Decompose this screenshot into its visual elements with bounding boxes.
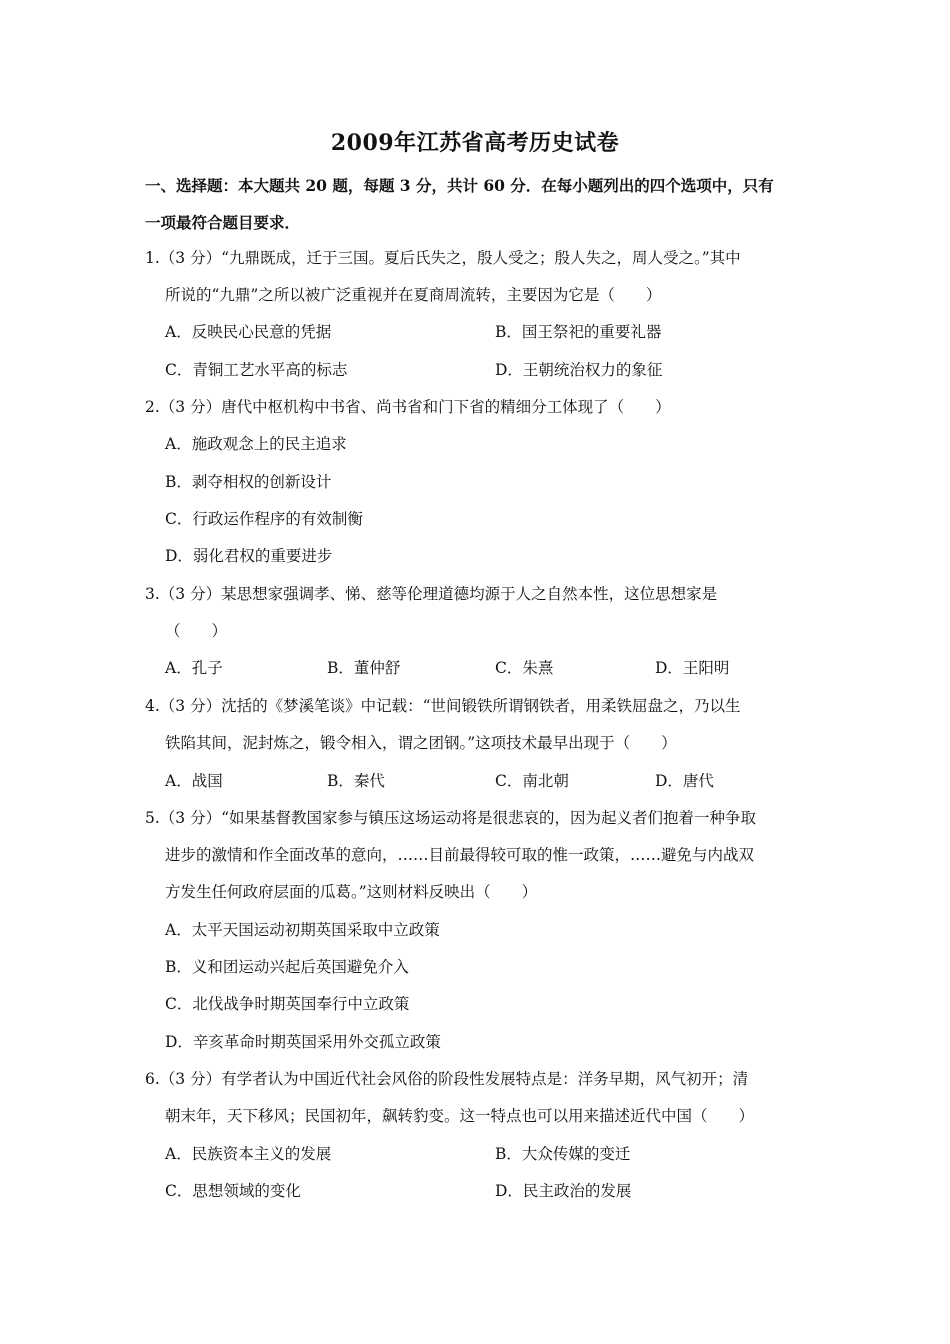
question-1-option-d: D．王朝统治权力的象征 [495,361,663,379]
question-3-stem-line-1: 3.（3 分）某思想家强调孝、悌、慈等伦理道德均源于人之自然本性，这位思想家是 [145,585,718,603]
question-6-option-b: B．大众传媒的变迁 [495,1145,631,1163]
question-6-option-c: C．思想领域的变化 [165,1182,301,1200]
question-1-option-a: A．反映民心民意的凭据 [165,323,332,341]
question-6-option-a: A．民族资本主义的发展 [165,1145,332,1163]
question-3-option-d: D．王阳明 [655,659,730,677]
question-2-option-c: C．行政运作程序的有效制衡 [165,510,363,528]
section-heading-line-1: 一、选择题：本大题共 20 题，每题 3 分，共计 60 分．在每小题列出的四个选项中，只有 [145,176,774,195]
question-2-option-b: B．剥夺相权的创新设计 [165,473,332,491]
question-2-option-d: D．弱化君权的重要进步 [165,547,333,565]
section-heading [145,167,810,241]
question-5-stem-line-1: 5.（3 分）“如果基督教国家参与镇压这场运动将是很悲哀的，因为起义者们抱着一种争取 [145,809,757,827]
question-5-option-a: A．太平天国运动初期英国采取中立政策 [165,921,440,939]
question-5-option-c: C．北伐战争时期英国奉行中立政策 [165,995,410,1013]
question-1-stem-line-1: 1.（3 分）“九鼎既成，迁于三国。夏后氏失之，殷人受之；殷人失之，周人受之。”其中 [145,249,741,267]
question-3-option-c: C．朱熹 [495,659,554,677]
question-1-option-c: C．青铜工艺水平高的标志 [165,361,348,379]
question-5-option-d: D．辛亥革命时期英国采用外交孤立政策 [165,1033,441,1051]
question-4-option-c: C．南北朝 [495,772,569,790]
question-4-option-a: A．战国 [165,772,223,790]
question-4-stem-line-1: 4.（3 分）沈括的《梦溪笔谈》中记载：“世间锻铁所谓钢铁者，用柔铁屈盘之，乃以生 [145,697,741,715]
question-3-option-b: B．董仲舒 [327,659,401,677]
question-6-stem-line-1: 6.（3 分）有学者认为中国近代社会风俗的阶段性发展特点是：洋务早期，风气初开；清 [145,1070,749,1088]
question-3-stem-line-2: （ ） [165,622,228,640]
question-2-stem-line-1: 2.（3 分）唐代中枢机构中书省、尚书省和门下省的精细分工体现了（ ） [145,398,671,416]
question-5-stem-line-2: 进步的激情和作全面改革的意向，……目前最得较可取的惟一政策，……避免与内战双 [165,846,755,864]
question-1-option-b: B．国王祭祀的重要礼器 [495,323,662,341]
question-4-stem-line-2: 铁陷其间，泥封炼之，锻令相入，谓之团钢。”这项技术最早出现于（ ） [165,734,677,752]
question-4-option-d: D．唐代 [655,772,714,790]
section-heading-line-2: 一项最符合题目要求． [145,213,301,232]
question-2-option-a: A．施政观念上的民主追求 [165,435,347,453]
question-6-option-d: D．民主政治的发展 [495,1182,632,1200]
question-5-option-b: B．义和团运动兴起后英国避免介入 [165,958,409,976]
question-1-stem-line-2: 所说的“九鼎”之所以被广泛重视并在夏商周流转，主要因为它是（ ） [165,286,662,304]
question-3-option-a: A．孔子 [165,659,223,677]
question-4-option-b: B．秦代 [327,772,385,790]
question-6-stem-line-2: 朝末年，天下移风；民国初年，飙转豹变。这一特点也可以用来描述近代中国（ ） [165,1107,755,1125]
question-5-stem-line-3: 方发生任何政府层面的瓜葛。”这则材料反映出（ ） [165,883,538,901]
page-title: 2009年江苏省高考历史试卷 [330,130,620,156]
